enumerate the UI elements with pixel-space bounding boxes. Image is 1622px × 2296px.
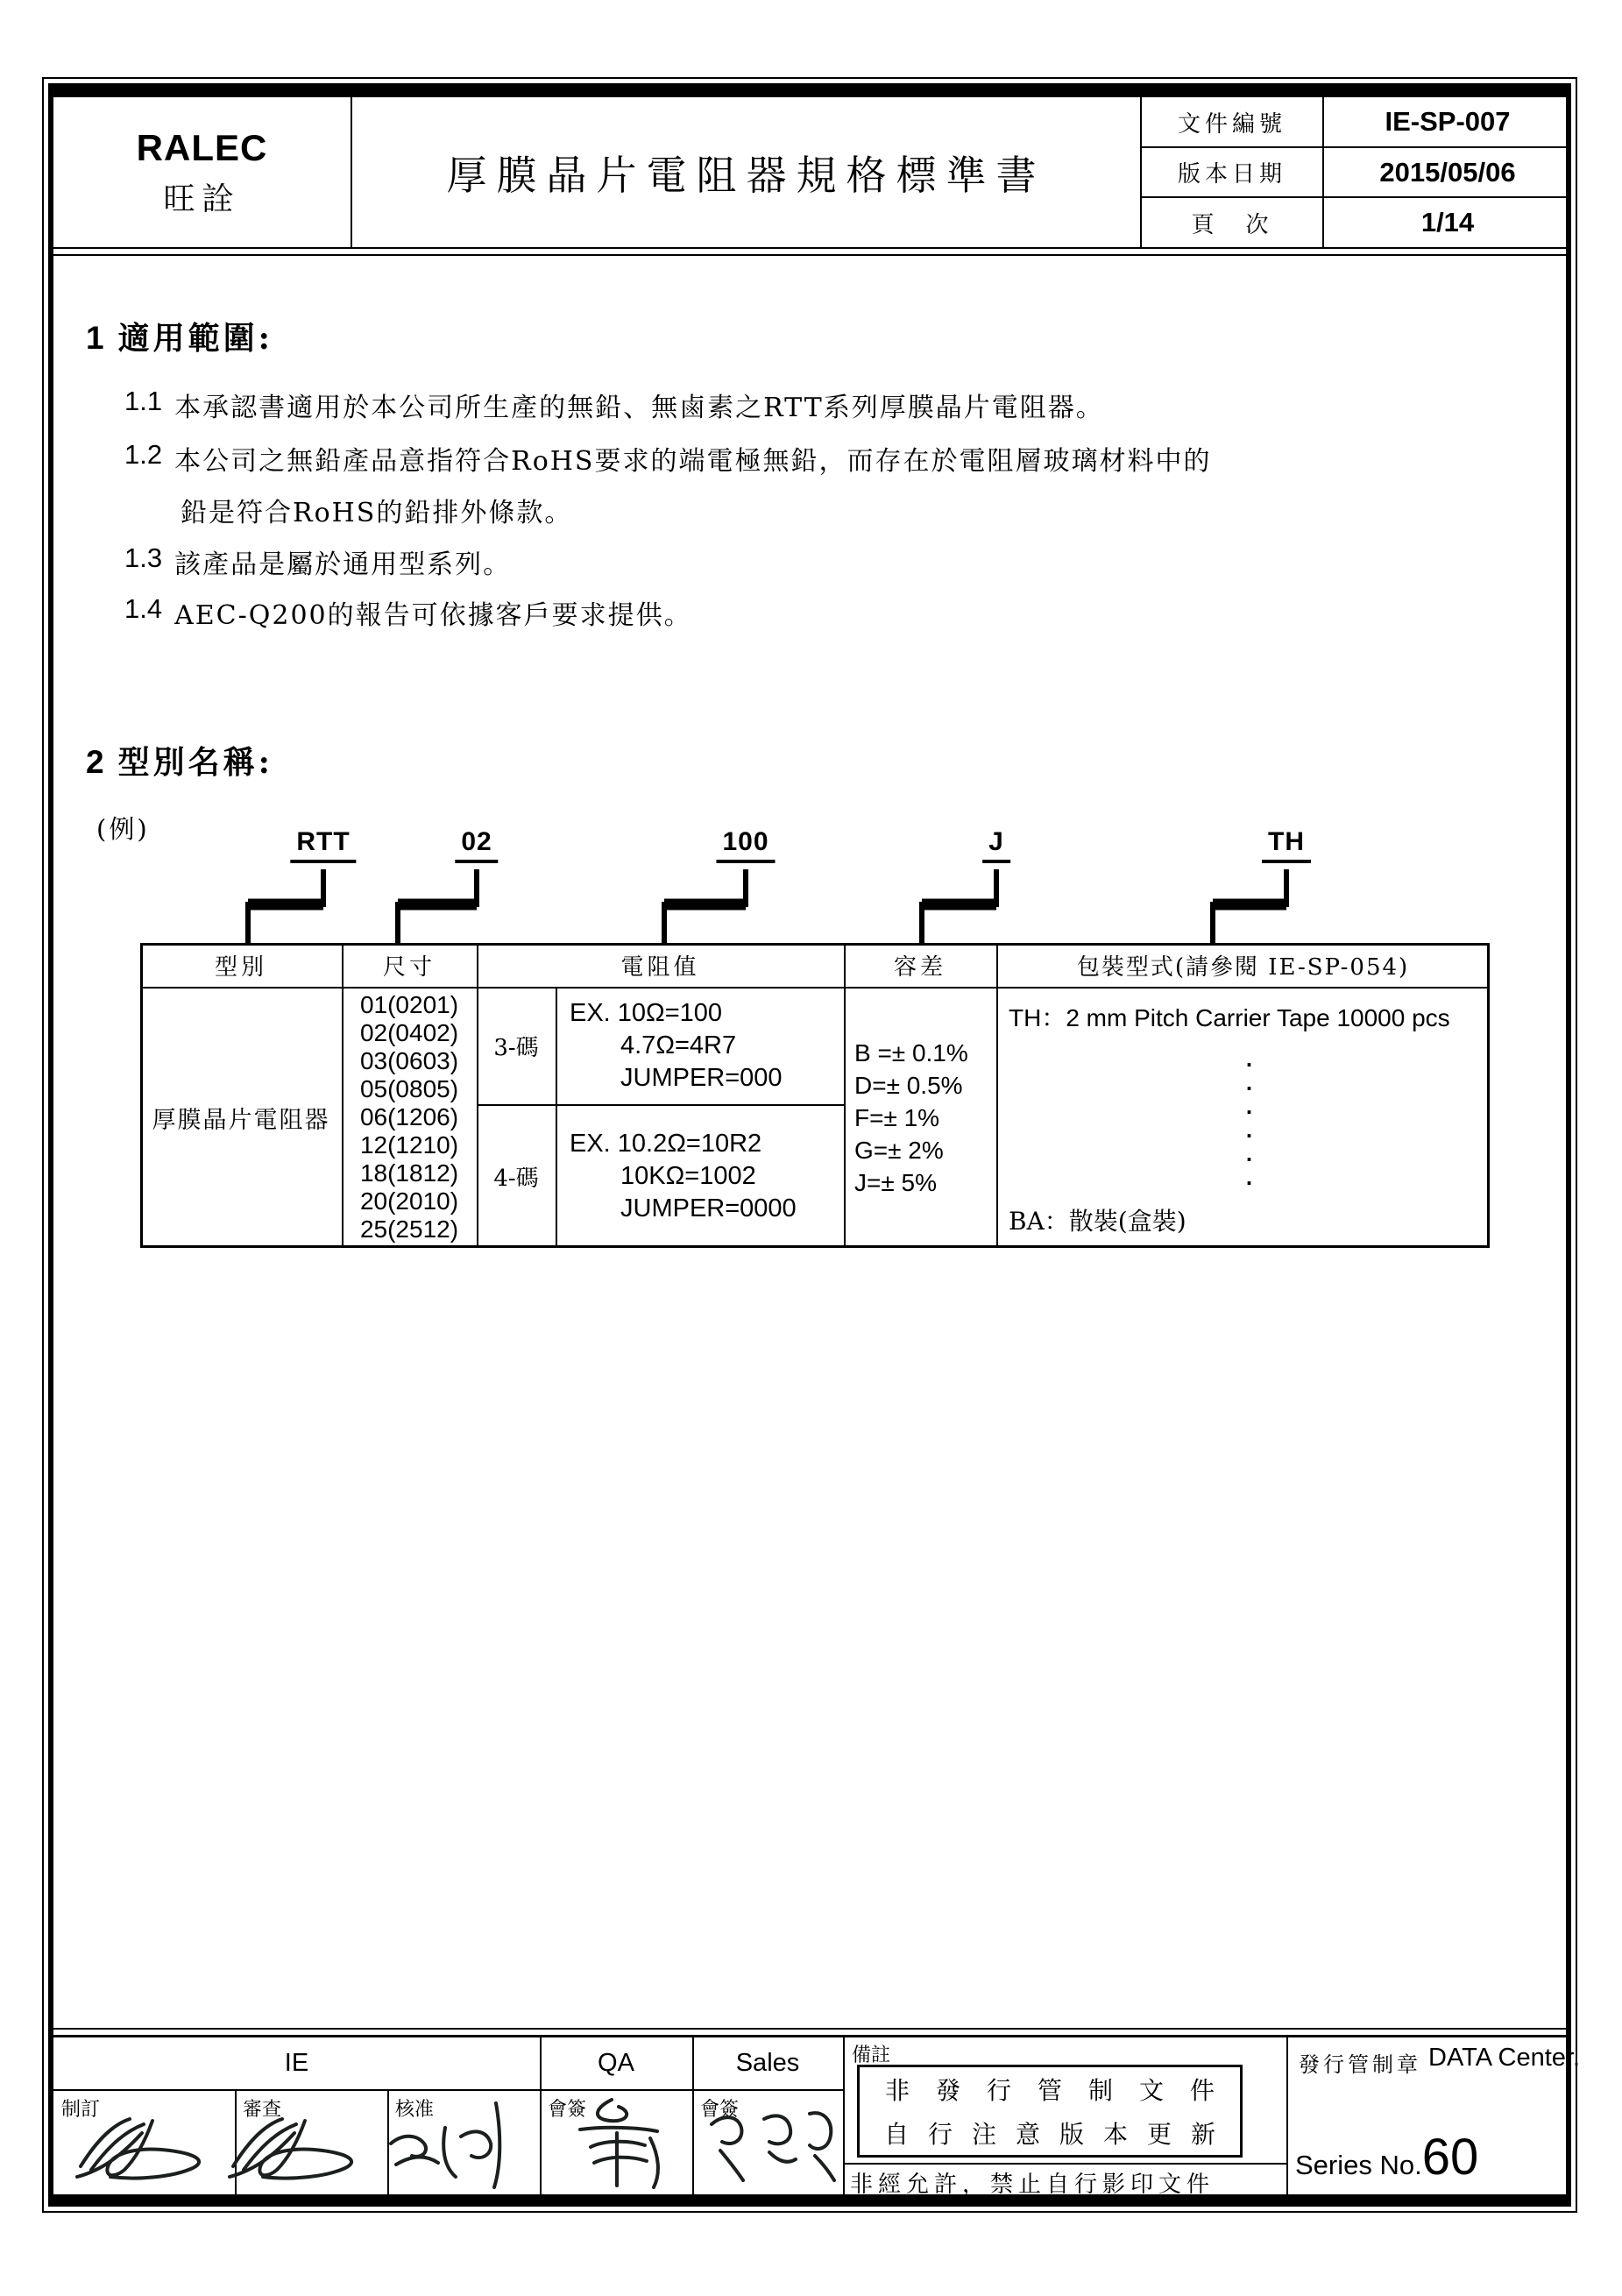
item-text: AEC-Q200的報告可依據客戶要求提供。 bbox=[174, 600, 692, 631]
page-num-value: 1/14 bbox=[1420, 207, 1475, 237]
item-number: 1.3 bbox=[124, 542, 163, 573]
note-box-line2: 自行注意版本更新 bbox=[883, 2120, 1235, 2149]
footer-vline-stamp bbox=[1286, 2037, 1288, 2194]
series-label: Series No. bbox=[1295, 2150, 1422, 2180]
page-title: 厚膜晶片電阻器規格標準書 bbox=[446, 151, 1046, 199]
packaging-th-option: TH：2 mm Pitch Carrier Tape 10000 pcs bbox=[1009, 1004, 1450, 1031]
signature-countersign-qa bbox=[545, 2094, 685, 2193]
footer-group-sales: Sales bbox=[735, 2049, 800, 2077]
packaging-ba-option: BA：散裝(盒裝) bbox=[1009, 1207, 1186, 1236]
list-line: 25(2512) bbox=[359, 1215, 459, 1243]
list-item-1-1 bbox=[124, 386, 1104, 424]
note-label: 備註 bbox=[852, 2044, 891, 2066]
header-bottom-line-1 bbox=[53, 247, 1571, 249]
copy-prohibition-note: 非經允許，禁止自行影印文件 bbox=[850, 2172, 1215, 2198]
date-label: 版本日期 bbox=[1177, 161, 1286, 188]
example-label: (例) bbox=[96, 814, 150, 844]
stamp-value: DATA Center. bbox=[1428, 2044, 1580, 2072]
list-line: EX. 10.2Ω=10R2 bbox=[570, 1129, 762, 1158]
list-item-1-4 bbox=[124, 593, 692, 632]
list-line: 05(0805) bbox=[359, 1075, 459, 1102]
part-segment-series: RTT bbox=[290, 827, 356, 863]
series-number: 60 bbox=[1421, 2129, 1479, 2186]
list-line: B =± 0.1% bbox=[854, 1038, 968, 1067]
part-number-connector-lines bbox=[0, 869, 1622, 945]
list-item-1-2-cont: 鉛是符合RoHS的鉛排外條款。 bbox=[181, 498, 573, 528]
item-number: 1.1 bbox=[124, 386, 163, 416]
list-line: EX. 10Ω=100 bbox=[570, 998, 723, 1027]
col-header-resistance: 電阻值 bbox=[620, 953, 700, 981]
page-num-label: 頁 次 bbox=[1191, 211, 1273, 238]
list-item-1-2 bbox=[124, 439, 1211, 478]
list-line: 12(1210) bbox=[359, 1131, 459, 1159]
item-number: 1.2 bbox=[124, 439, 163, 470]
footer-vline-note bbox=[843, 2037, 845, 2194]
date-value: 2015/05/06 bbox=[1379, 156, 1516, 188]
list-line: 02(0402) bbox=[359, 1019, 459, 1046]
col-header-packaging: 包裝型式(請參閱 IE-SP-054) bbox=[1076, 953, 1410, 981]
list-line: . bbox=[1245, 1140, 1253, 1166]
list-line: . bbox=[1245, 1116, 1253, 1143]
section2-number: 2 bbox=[86, 744, 104, 780]
sign-label-approve: 核准 bbox=[395, 2099, 435, 2121]
section2-heading-row bbox=[86, 738, 273, 783]
footer-group-row-line bbox=[53, 2089, 845, 2091]
footer-group-ie: IE bbox=[284, 2049, 309, 2077]
note-box bbox=[857, 2065, 1243, 2158]
company-logo-text: RALEC bbox=[136, 126, 268, 168]
footer-top-line-1 bbox=[53, 2028, 1571, 2030]
part-segment-size: 02 bbox=[455, 827, 498, 863]
item-number: 1.4 bbox=[124, 593, 163, 624]
signature-approve bbox=[384, 2098, 535, 2193]
section2-heading: 型別名稱: bbox=[117, 744, 273, 781]
sign-label-countersign-qa: 會簽 bbox=[548, 2099, 587, 2121]
part-segment-tolerance: J bbox=[982, 827, 1010, 863]
doc-no-value: IE-SP-007 bbox=[1385, 106, 1511, 137]
col-header-type: 型別 bbox=[214, 953, 267, 981]
item-text: 本公司之無鉛產品意指符合RoHS要求的端電極無鉛，而存在於電阻層玻璃材料中的 bbox=[174, 446, 1212, 477]
list-line: 18(1812) bbox=[359, 1159, 459, 1187]
signature-review bbox=[221, 2108, 379, 2189]
sign-label-review: 審查 bbox=[243, 2099, 282, 2121]
part-segment-value: 100 bbox=[716, 827, 775, 863]
section1-heading: 適用範圍: bbox=[117, 320, 273, 357]
cell-three-code-label: 3-碼 bbox=[493, 1034, 539, 1061]
list-line: JUMPER=0000 bbox=[620, 1194, 797, 1222]
company-name-zh: 旺詮 bbox=[163, 181, 241, 217]
list-line: JUMPER=000 bbox=[620, 1063, 783, 1092]
list-line: 10KΩ=1002 bbox=[620, 1161, 756, 1190]
part-segment-packaging: TH bbox=[1262, 827, 1311, 863]
section1-heading-row bbox=[86, 314, 273, 358]
note-box-line1: 非發行管制文件 bbox=[885, 2076, 1242, 2105]
list-line: 4.7Ω=4R7 bbox=[620, 1031, 737, 1059]
list-line: J=± 5% bbox=[854, 1168, 937, 1196]
header-bottom-line-2 bbox=[53, 254, 1571, 256]
item-text: 本承認書適用於本公司所生產的無鉛、無鹵素之RTT系列厚膜晶片電阻器。 bbox=[174, 393, 1104, 423]
list-line: 06(1206) bbox=[359, 1103, 459, 1130]
section1-number: 1 bbox=[86, 320, 104, 356]
note-divider-line bbox=[843, 2163, 1288, 2165]
series-row bbox=[1295, 2128, 1478, 2186]
cell-tolerances bbox=[844, 987, 996, 1248]
list-line: F=± 1% bbox=[854, 1103, 940, 1131]
stamp-label: 發行管制章 bbox=[1299, 2052, 1421, 2077]
cell-four-code-examples bbox=[556, 1104, 845, 1248]
logo-block bbox=[53, 101, 351, 244]
list-line: 20(2010) bbox=[359, 1187, 459, 1215]
sign-label-draft: 制訂 bbox=[61, 2099, 101, 2121]
list-line: D=± 0.5% bbox=[854, 1071, 963, 1099]
cell-size-codes bbox=[342, 987, 477, 1248]
cell-four-code-label: 4-碼 bbox=[493, 1165, 539, 1192]
item-text: 該產品是屬於通用型系列。 bbox=[174, 549, 512, 580]
list-line: . bbox=[1245, 1045, 1253, 1072]
col-header-tolerance: 容差 bbox=[893, 953, 946, 981]
list-line: 03(0603) bbox=[359, 1047, 459, 1074]
list-line: . bbox=[1245, 1069, 1253, 1095]
cell-three-code-examples bbox=[556, 987, 845, 1104]
footer-group-qa: QA bbox=[598, 2049, 634, 2077]
packaging-dots bbox=[1009, 1034, 1490, 1202]
col-header-size: 尺寸 bbox=[382, 953, 436, 981]
signature-draft bbox=[68, 2108, 226, 2189]
doc-no-label: 文件編號 bbox=[1177, 110, 1286, 138]
list-line: . bbox=[1245, 1164, 1253, 1190]
cell-type-value: 厚膜晶片電阻器 bbox=[152, 1106, 330, 1134]
cell-packaging bbox=[996, 987, 1490, 1248]
list-line: G=± 2% bbox=[854, 1136, 944, 1164]
list-item-1-3 bbox=[124, 542, 511, 581]
list-line: . bbox=[1245, 1093, 1253, 1119]
sign-label-countersign-sales: 會簽 bbox=[700, 2099, 740, 2121]
list-line: 01(0201) bbox=[359, 991, 459, 1018]
signature-countersign-sales bbox=[698, 2100, 838, 2191]
